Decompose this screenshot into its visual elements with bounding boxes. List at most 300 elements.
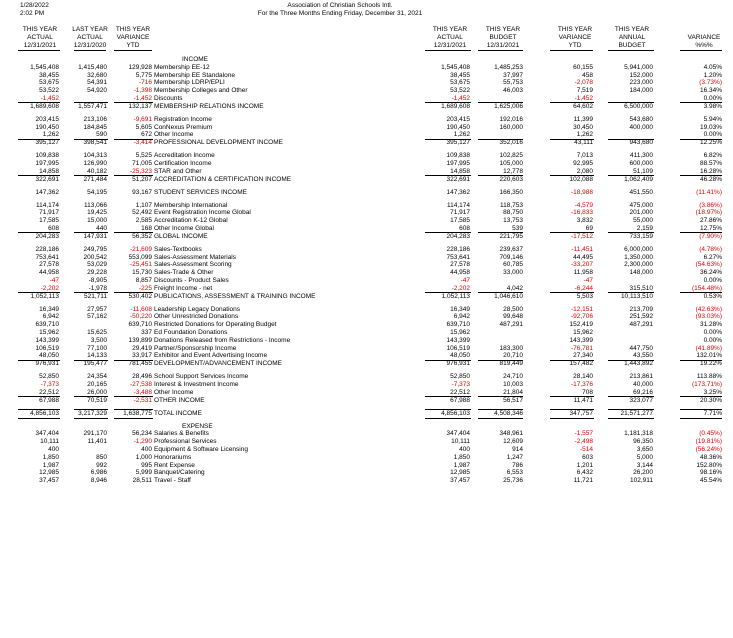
cell-value: (54.63%) [695,261,722,269]
cell-value: 4,508,346 [494,409,523,417]
total-row [0,293,733,301]
cell-value: 1,545,408 [441,63,470,71]
total-rule [608,409,654,410]
cell-value: 203,415 [35,115,59,123]
cell-value: 36.24% [699,269,722,277]
cell-value: 190,450 [446,123,470,131]
table-row [0,152,733,160]
cell-value: 458 [582,71,593,79]
cell-value: 147,362 [35,188,59,196]
total-rule [608,418,654,419]
cell-value: 1,350,000 [624,253,653,261]
cell-value: 139,899 [128,336,152,344]
total-rule [74,232,108,233]
cell-value: 608 [48,225,59,232]
cell-value: 3.98% [703,102,722,110]
cell-value: -1,978 [88,284,107,292]
total-rule [114,175,153,176]
cell-value: 395,127 [35,139,59,147]
cell-value: 12,985 [39,469,59,477]
column-header: THIS YEAR [115,26,151,33]
cell-value: 67,988 [450,396,470,404]
cell-value: -11,608 [130,305,152,313]
cell-value: 995 [141,461,152,469]
total-rule [478,409,523,410]
table-row [0,160,733,168]
cell-value: 976,931 [35,360,59,368]
cell-value: 92,995 [573,160,593,167]
cell-value: 400,000 [629,123,653,131]
table-row [0,373,733,381]
total-rule [425,175,471,176]
cell-value: 487,291 [629,321,653,329]
cell-value: 113.88% [696,373,722,381]
cell-value: 2,300,000 [624,261,653,269]
total-rule [608,175,654,176]
cell-value: 114,174 [35,201,59,209]
total-rule [680,292,722,293]
cell-value: (19.81%) [695,438,722,446]
cell-value: -47 [460,277,470,284]
cell-value: 1,107 [135,201,152,209]
row-label: Certification Income [154,160,212,167]
cell-value: 6,500,000 [624,102,653,110]
row-label: Other Income [154,131,194,139]
cell-value: 347,404 [446,430,470,438]
table-row [0,469,733,477]
cell-value: 88.57% [699,160,722,167]
cell-value: 197,995 [35,160,59,167]
row-label: Partner/Sponsorship Income [154,344,237,352]
cell-value: 1,689,608 [441,102,470,110]
cell-value: 53,522 [450,87,470,95]
cell-value: 143,399 [35,336,59,344]
total-rule [550,360,594,361]
row-label: Rent Expense [154,461,195,469]
cell-value: 1,181,318 [624,430,653,438]
cell-value: 44,958 [39,269,59,277]
cell-value: 3,650 [636,446,653,453]
cell-value: 440 [96,225,107,232]
cell-value: -3,414 [133,139,152,147]
total-rule [425,292,471,293]
table-row [0,462,733,470]
cell-value: 53,522 [39,87,59,95]
cell-value: 400 [459,446,470,453]
cell-value: 251,592 [629,313,653,321]
cell-value: 98.16% [699,469,722,477]
cell-value: 14,858 [450,167,470,175]
cell-value: 347,404 [35,430,59,438]
cell-value: 322,691 [35,175,59,183]
cell-value: 126,990 [83,160,107,167]
cell-value: 5,525 [135,152,152,160]
cell-value: (93.03%) [695,313,722,321]
cell-value: 40,182 [87,167,107,175]
total-rule [74,292,108,293]
cell-value: 539 [512,225,523,232]
column-header: VARIANCE [116,34,150,41]
total-rule [425,360,471,361]
cell-value: 40,000 [633,381,653,388]
total-rule [114,139,153,140]
total-rule [425,409,471,410]
cell-value: 24,710 [503,373,523,381]
cell-value: 1,262 [453,131,470,139]
table-row [0,329,733,337]
cell-value: 6,553 [506,469,523,477]
cell-value: -25,451 [129,261,152,269]
table-row [0,381,733,389]
cell-value: 52,850 [39,373,59,381]
cell-value: 395,127 [446,139,470,147]
cell-value: -16,833 [570,209,593,217]
table-row [0,446,733,454]
cell-value: 14,858 [39,167,59,175]
table-row [0,277,733,285]
cell-value: -47 [49,277,59,284]
cell-value: 352,016 [499,139,523,147]
cell-value: 15,000 [87,217,107,225]
column-header: 12/31/2021 [433,42,467,49]
cell-value: 88,750 [503,209,523,217]
cell-value: 38,455 [450,71,470,79]
cell-value: 19,425 [87,209,107,217]
cell-value: -11,451 [571,245,593,253]
table-row [0,254,733,262]
cell-value: 33,917 [132,352,152,360]
cell-value: 1,638,775 [123,409,152,417]
cell-value: 976,931 [446,360,470,368]
cell-value: 21,571,277 [620,409,653,417]
cell-value: 28,511 [132,477,152,485]
cell-value: 850 [96,453,107,461]
cell-value: 19.22% [699,360,722,368]
cell-value: 603 [582,453,593,461]
cell-value: 14,133 [87,352,107,360]
row-label: Accreditation Income [154,152,215,160]
total-rule [680,396,722,397]
cell-value: 69,216 [633,388,653,396]
cell-value: 7.71% [703,409,722,417]
total-row [0,360,733,368]
column-header: THIS YEAR [22,26,58,33]
cell-value: -17,512 [570,232,593,240]
cell-value: 11,721 [573,477,593,485]
header-rule [114,50,152,51]
row-label: Equipment & Software Licensing [154,446,248,453]
column-header: LAST YEAR [72,26,108,33]
table-row [0,438,733,446]
cell-value: 44,495 [573,253,593,261]
cell-value: 33,000 [503,269,523,277]
row-label: Exhibitor and Event Advertising Income [154,352,268,360]
cell-value: 16.28% [699,167,722,175]
table-row [0,64,733,72]
cell-value: 29,228 [87,269,107,277]
cell-value: -7,373 [40,381,59,388]
cell-value: 27,578 [39,261,59,269]
cell-value: 106,519 [35,344,59,352]
cell-value: 203,415 [446,115,470,123]
cell-value: 10,111 [40,438,59,446]
cell-value: 48,050 [39,352,59,360]
cell-value: 0.53% [703,292,722,300]
total-rule [74,418,108,419]
cell-value: 17,585 [39,217,59,225]
cell-value: 29,419 [132,344,152,352]
cell-value: 64,602 [573,102,593,110]
cell-value: 943,680 [629,139,653,147]
cell-value: 105,000 [499,160,523,167]
column-header: YTD [126,42,140,49]
cell-value: (3.86%) [699,201,722,209]
cell-value: 113,066 [83,201,107,209]
cell-value: 37,457 [450,477,470,485]
cell-value: 52,492 [132,209,152,217]
total-rule [608,232,654,233]
cell-value: 143,399 [569,336,593,344]
total-rule [18,409,60,410]
cell-value: 220,603 [499,175,523,183]
cell-value: 1,443,892 [624,360,653,368]
cell-value: 48,050 [450,352,470,360]
row-label: Registration Income [154,115,212,123]
cell-value: -25,323 [129,167,152,175]
cell-value: -1,452 [574,95,593,102]
cell-value: 30,450 [573,123,593,131]
total-rule [478,102,523,103]
row-label: Salaries & Benefits [154,430,209,438]
cell-value: 54,195 [87,188,107,196]
column-header: ACTUAL [437,34,463,41]
cell-value: 1,689,608 [30,102,59,110]
cell-value: 400 [48,446,59,453]
cell-value: 27,957 [87,305,107,313]
row-label: EXPENSE [182,422,213,430]
cell-value: -716 [138,79,152,87]
table-row [0,313,733,321]
cell-value: 1,046,610 [494,292,523,300]
cell-value: 51,109 [633,167,653,175]
cell-value: 1,545,408 [30,63,59,71]
cell-value: 5,941,000 [624,63,653,71]
cell-value: 709,146 [499,253,523,261]
cell-value: 347,757 [569,409,593,417]
cell-value: -27,538 [129,381,152,388]
cell-value: 600,000 [629,160,653,167]
cell-value: (4.78%) [699,245,722,253]
total-rule [550,396,594,397]
cell-value: 1,850 [42,453,59,461]
cell-value: 16,349 [39,305,59,313]
row-label: Interest & Investment Income [154,381,239,388]
row-label: Accreditation K-12 Global [154,217,228,225]
total-rule [425,139,471,140]
cell-value: 213,861 [629,373,653,381]
cell-value: -2,531 [133,396,152,404]
cell-value: 148,000 [629,269,653,277]
column-header: 12/31/2020 [73,42,107,49]
section-heading [0,56,733,64]
total-rule [18,360,60,361]
cell-value: 102,825 [499,152,523,160]
cell-value: 184,000 [629,87,653,95]
cell-value: 400 [141,446,152,453]
cell-value: 271,484 [83,175,107,183]
cell-value: 0.00% [703,329,722,336]
cell-value: 53,675 [450,79,470,87]
cell-value: -33,207 [570,261,593,269]
cell-value: 21,804 [503,388,523,396]
cell-value: 228,186 [35,245,59,253]
total-rule [18,175,60,176]
table-row [0,337,733,345]
cell-value: -1,290 [133,438,152,446]
cell-value: 43,550 [633,352,653,360]
row-label: Discounts [154,95,183,102]
cell-value: 223,000 [629,79,653,87]
table-row [0,430,733,438]
cell-value: 204,283 [446,232,470,240]
cell-value: 0.00% [703,336,722,344]
column-header: VARIANCE [558,34,592,41]
cell-value: 37,457 [39,477,59,485]
cell-value: -225 [138,284,152,292]
row-label: Sales-Trade & Other [154,269,214,277]
cell-value: 992 [96,461,107,469]
total-rule [680,360,722,361]
row-label: Other Unrestricted Donations [154,313,239,321]
total-rule [114,409,153,410]
column-header: THIS YEAR [557,26,593,33]
cell-value: 27.86% [699,217,722,225]
row-label: Discounts - Product Sales [154,277,229,284]
cell-value: 152,419 [569,321,593,329]
table-row [0,269,733,277]
column-header: THIS YEAR [614,26,650,33]
row-label: MEMBERSHIP RELATIONS INCOME [154,102,264,110]
cell-value: 166,350 [499,188,523,196]
cell-value: 109,838 [35,152,59,160]
total-rule [550,102,594,103]
row-label: School Support Services Income [154,373,249,381]
row-label: ACCREDITATION & CERTIFICATION INCOME [154,175,292,183]
cell-value: -12,151 [570,305,593,313]
cell-value: 411,300 [629,152,653,160]
cell-value: -92,706 [570,313,593,321]
row-label: Professional Services [154,438,217,446]
cell-value: 27,578 [450,261,470,269]
cell-value: 733,159 [629,232,653,240]
cell-value: -2,078 [574,79,593,87]
cell-value: 5,000 [636,453,653,461]
cell-value: 55,753 [503,79,523,87]
total-rule [425,102,471,103]
column-header: ACTUAL [77,34,103,41]
total-rule [478,292,523,293]
cell-value: 819,449 [499,360,523,368]
total-row [0,397,733,405]
cell-value: 4.05% [703,63,722,71]
total-rule [680,418,722,419]
total-rule [608,139,654,140]
header-rule [680,50,722,51]
table-row [0,209,733,217]
cell-value: 1,247 [506,453,523,461]
row-label: Donations Released from Restrictions - Income [154,336,291,344]
total-row [0,410,733,418]
cell-value: 1,415,480 [78,63,107,71]
cell-value: 109,838 [446,152,470,160]
cell-value: 3,217,329 [78,409,107,417]
cell-value: 15,962 [39,329,59,336]
table-row [0,87,733,95]
total-rule [425,396,471,397]
total-rule [680,102,722,103]
cell-value: (56.24%) [695,446,722,453]
cell-value: (18.97%) [695,209,722,217]
cell-value: 12,778 [503,167,523,175]
table-row [0,345,733,353]
cell-value: 0.00% [703,277,722,284]
cell-value: 1,262 [576,131,593,139]
cell-value: 447,750 [629,344,653,352]
total-rule [608,102,654,103]
cell-value: 16.34% [699,87,722,95]
total-rule [425,418,471,419]
column-header: YTD [568,42,582,49]
column-header: 12/31/2021 [23,42,57,49]
total-rule [114,102,153,103]
total-rule [478,396,523,397]
column-header: VARIANCE [687,34,721,41]
cell-value: 71,917 [39,209,59,217]
row-label: Sales-Textbooks [154,245,202,253]
org-name: Association of Christian Schools Intl. [287,2,393,9]
cell-value: 6,000,000 [624,245,653,253]
cell-value: 55,000 [633,217,653,225]
total-rule [608,360,654,361]
cell-value: 15,625 [87,329,107,336]
cell-value: 6,942 [453,313,470,321]
cell-value: 54,920 [87,87,107,95]
cell-value: 1,052,113 [30,292,59,300]
cell-value: 143,399 [446,336,470,344]
cell-value: -47 [583,277,593,284]
total-rule [74,360,108,361]
cell-value: -7,373 [451,381,470,388]
total-rule [114,292,153,293]
row-label: Restricted Donations for Operating Budget [154,321,277,329]
cell-value: 184,845 [83,123,107,131]
cell-value: 1,062,409 [624,175,653,183]
row-label: GLOBAL INCOME [154,232,208,240]
cell-value: 1.20% [703,71,722,79]
cell-value: (7.90%) [699,232,722,240]
cell-value: 6,986 [90,469,107,477]
table-row [0,306,733,314]
cell-value: 1,987 [453,461,470,469]
total-rule [114,418,153,419]
cell-value: 48.36% [699,453,722,461]
row-label: PUBLICATIONS, ASSESSMENT & TRAINING INCOME [154,292,316,300]
row-label: OTHER INCOME [154,396,205,404]
cell-value: -1,557 [574,430,593,438]
cell-value: 6,942 [42,313,59,321]
cell-value: 71,005 [132,160,152,167]
cell-value: 315,510 [629,284,653,292]
